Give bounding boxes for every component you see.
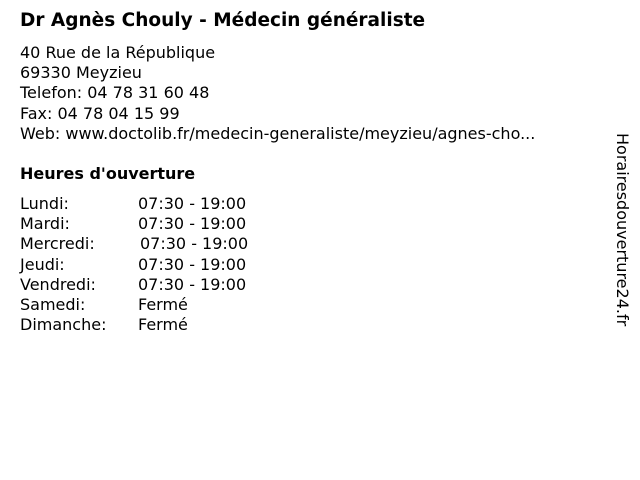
contact-info [20, 43, 535, 144]
site-watermark: Horairesdouverture24.fr [613, 133, 632, 327]
hours-day-label: Samedi: [20, 294, 86, 314]
hours-time-value: Fermé [138, 315, 188, 335]
hours-day-label: Vendredi: [20, 274, 96, 294]
hours-time-value: 07:30 - 19:00 [140, 234, 249, 254]
hours-time-value: 07:30 - 19:00 [138, 254, 247, 274]
hours-row-samedi [20, 295, 280, 315]
hours-time-value: Fermé [138, 294, 188, 314]
hours-row-dimanche [20, 315, 280, 335]
fax-number: Fax: 04 78 04 15 99 [20, 103, 180, 123]
hours-heading: Heures d'ouverture [20, 164, 196, 183]
hours-day-label: Mercredi: [20, 234, 95, 254]
hours-row-jeudi [20, 255, 280, 275]
hours-row-lundi [20, 194, 280, 214]
hours-row-mercredi [20, 234, 280, 254]
address-city: 69330 Meyzieu [20, 63, 142, 83]
hours-day-label: Dimanche: [20, 315, 107, 335]
page-title: Dr Agnès Chouly - Médecin généraliste [20, 10, 426, 31]
hours-row-vendredi [20, 275, 280, 295]
phone-number: Telefon: 04 78 31 60 48 [20, 83, 210, 103]
hours-day-label: Lundi: [20, 194, 69, 213]
hours-time-value: 07:30 - 19:00 [138, 194, 247, 213]
hours-day-label: Mardi: [20, 214, 70, 234]
hours-time-value: 07:30 - 19:00 [138, 274, 247, 294]
website-link[interactable]: Web: www.doctolib.fr/medecin-generaliste/meyzieu/agnes-cho... [20, 123, 536, 143]
hours-time-value: 07:30 - 19:00 [138, 214, 247, 234]
opening-hours-list [20, 194, 280, 335]
address-street: 40 Rue de la République [20, 43, 216, 62]
hours-row-mardi [20, 214, 280, 234]
hours-day-label: Jeudi: [20, 254, 65, 274]
